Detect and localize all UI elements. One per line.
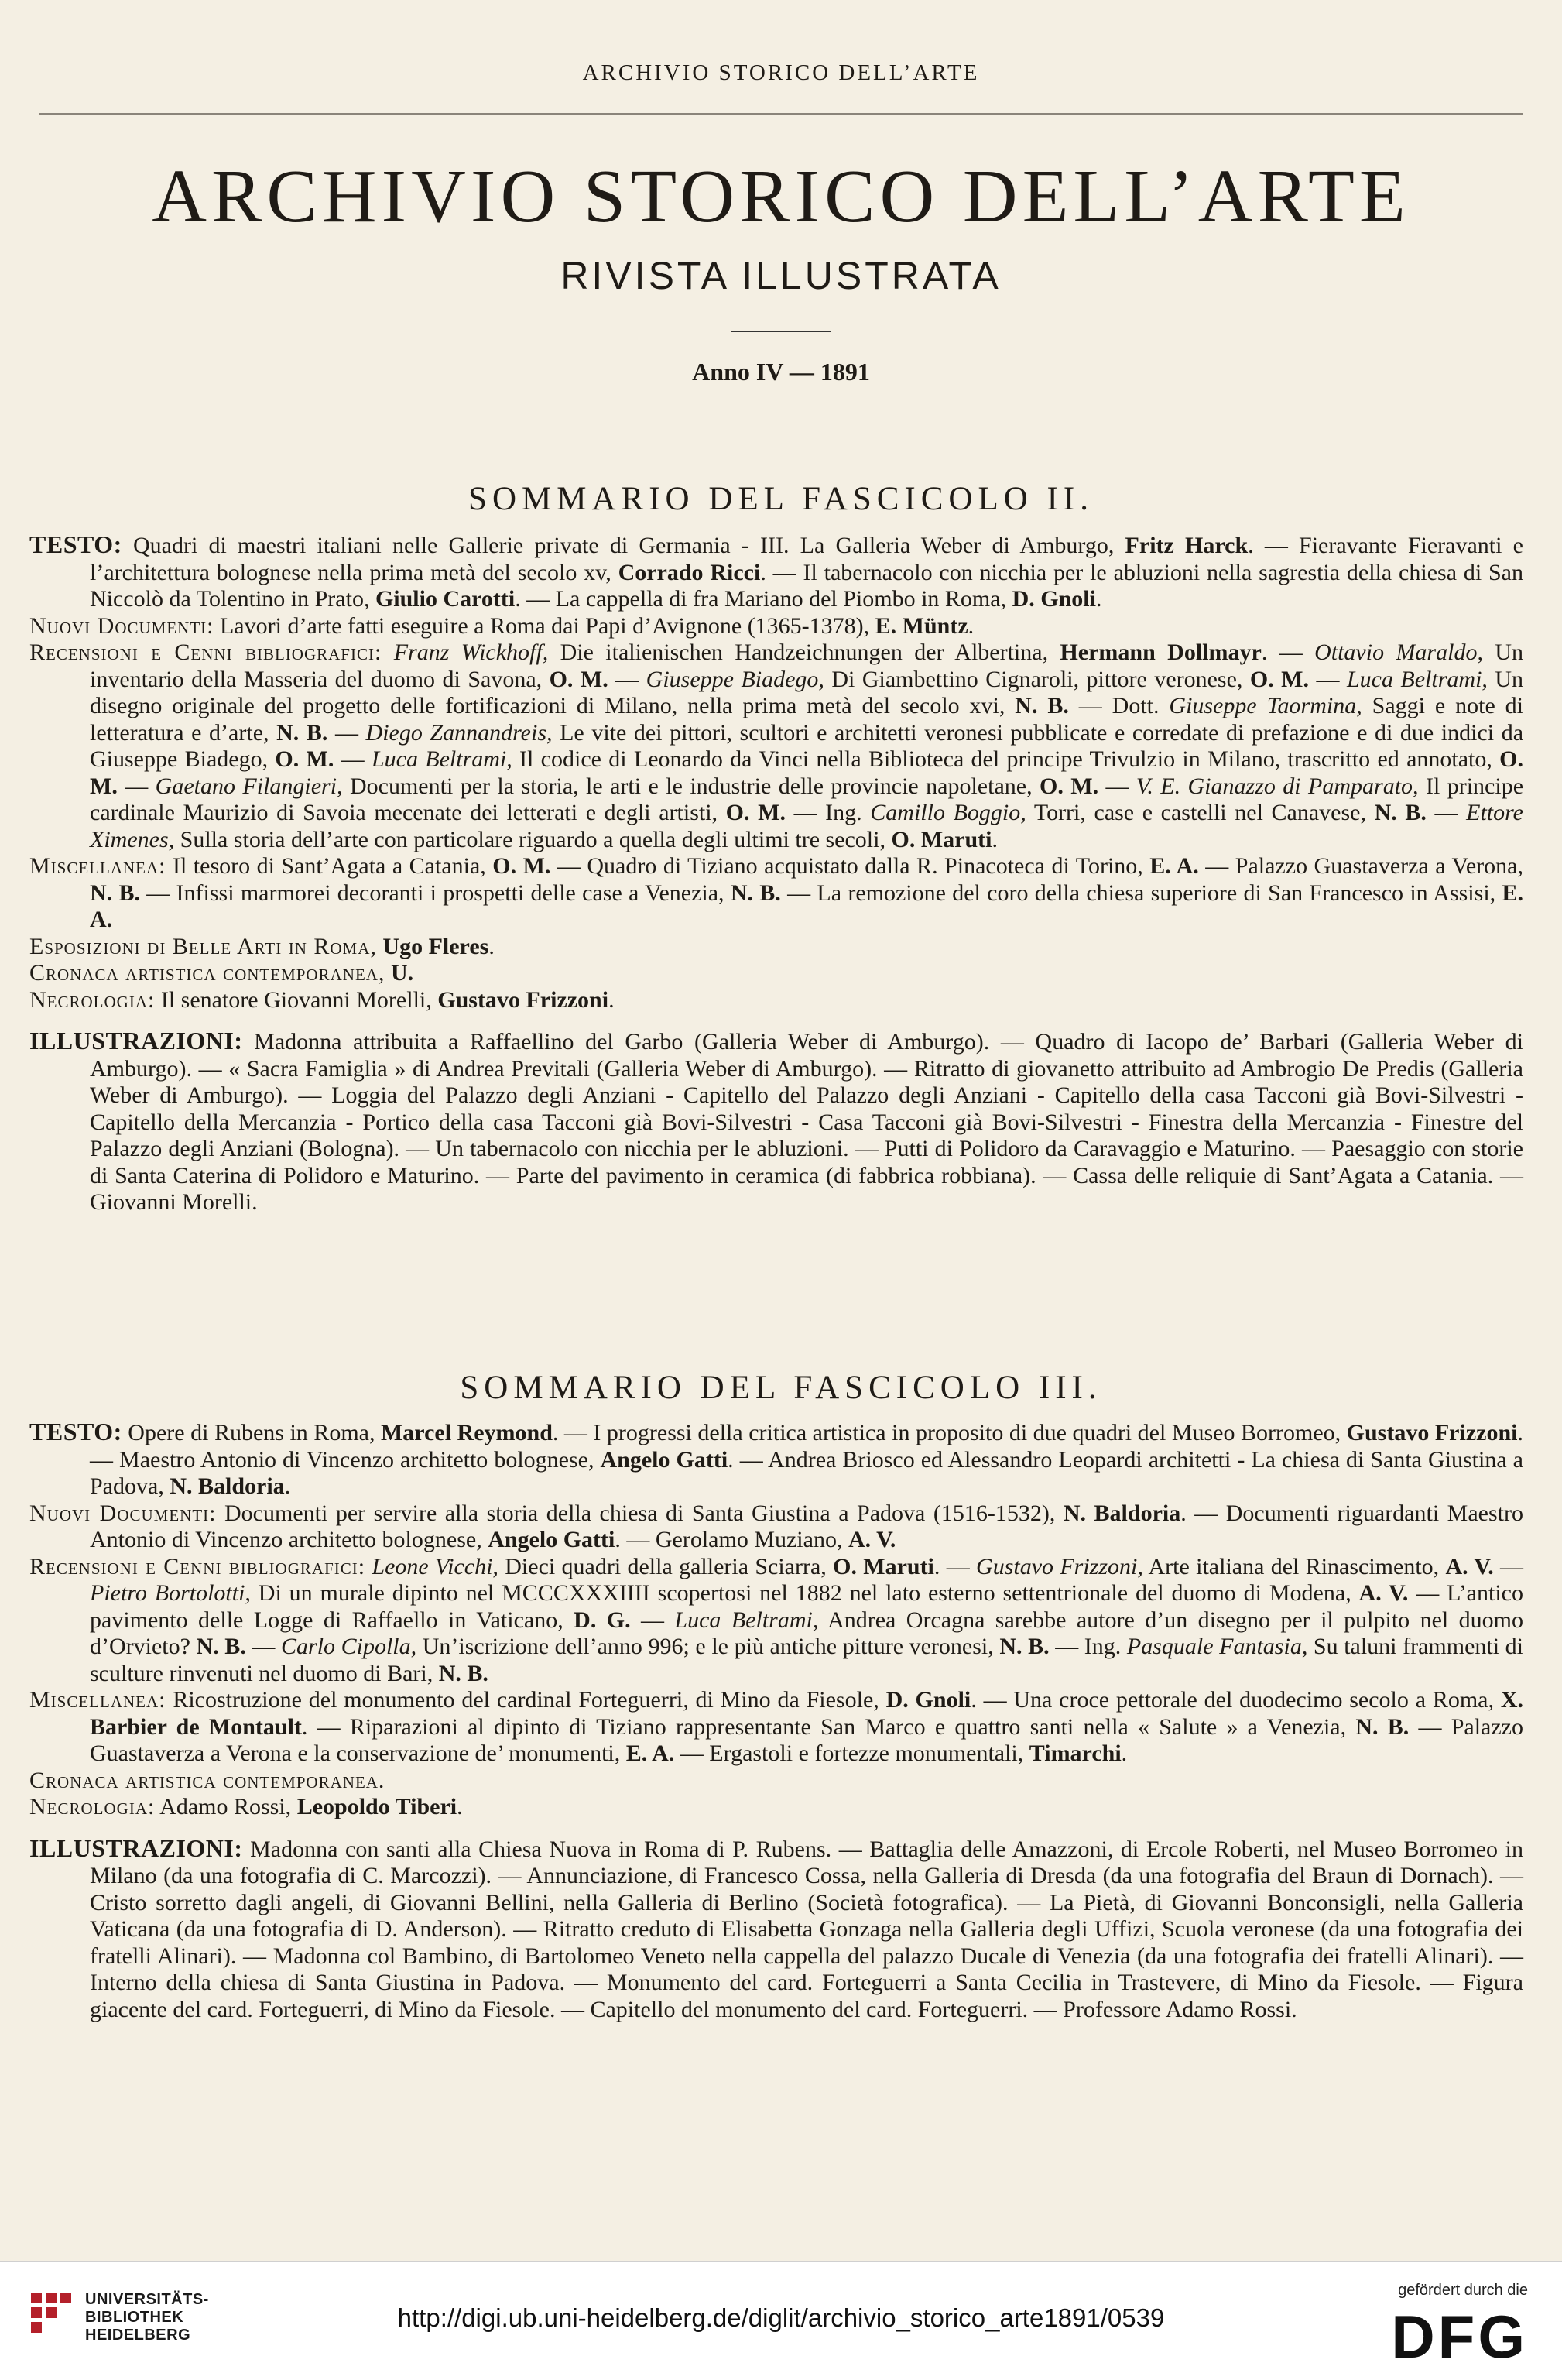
entry-heading: Miscellanea: xyxy=(29,1687,166,1713)
dfg-logo: DFG xyxy=(1391,2303,1528,2371)
library-name-line: UNIVERSITÄTS- xyxy=(85,2291,209,2308)
contents-entry xyxy=(29,1794,1523,1821)
title-divider xyxy=(731,331,831,332)
reviewed-author: Leone Vicchi, xyxy=(365,1553,498,1579)
author-name: O. M. xyxy=(492,853,551,879)
author-name: O. M. xyxy=(1249,666,1310,692)
author-name: Ugo Fleres xyxy=(382,933,489,959)
entry-text: . xyxy=(457,1794,463,1819)
reviewed-author: Franz Wickhoff, xyxy=(382,640,549,665)
author-name: O. M. xyxy=(1040,773,1099,799)
author-name: E. A. xyxy=(625,1740,675,1766)
entry-text: . xyxy=(992,826,998,852)
entry-text: . — Riparazioni al dipinto di Tiziano rappresentante San Marco e quattro santi nella « Salute » a Venezia, xyxy=(301,1713,1356,1740)
entry-text: Adamo Rossi, xyxy=(155,1794,297,1819)
reviewed-author: Giuseppe Biadego, xyxy=(646,666,824,692)
running-head: ARCHIVIO STORICO DELL’ARTE xyxy=(582,60,980,85)
reviewed-author: Ottavio Maraldo, xyxy=(1314,640,1483,665)
author-name: N. B. xyxy=(438,1660,488,1686)
author-name: N. B. xyxy=(730,880,781,906)
entry-text: — xyxy=(1426,800,1467,825)
author-name: N. B. xyxy=(1015,693,1069,718)
entry-text: . — Maestro Antonio di Vincenzo architetto bolognese, xyxy=(90,1420,1523,1473)
contents-entry xyxy=(29,531,1523,613)
entry-text: — xyxy=(1309,666,1347,692)
entry-heading: ILLUSTRAZIONI: xyxy=(29,1833,243,1862)
author-name: Leopoldo Tiberi xyxy=(296,1794,457,1819)
entry-text: Madonna attribuita a Raffaellino del Garbo (Galleria Weber di Amburgo). — Quadro di Iacopo de’ Barbari (Galleria Weber di Amburgo). — « Sacra Famiglia » di Andrea Previtali (Galleria Weber di Amburgo). — Ritratto di giovanetto attribuito ad Ambrogio De Predis (Galleria Weber di Amburgo). — Loggia del Palazzo degli Anziani - Capitello del Palazzo degli Anziani - Capitello della casa Tacconi già Bovi-Silvestri - Capitello della Mercanzia - Portico della casa Tacconi già Bovi-Silvestri - Casa Tacconi già Bovi-Silvestri - Finestra della Mercanzia - Finestre del Palazzo degli Anziani (Bologna). — Un tabernacolo con nicchia per le abluzioni. — Putti di Polidoro da Caravaggio e Maturino. — Paesaggio con storie di Santa Caterina di Polidoro e Maturino. — Parte del pavimento in ceramica (di fabbrica robbiana). — Cassa delle reliquie di Sant’Agata a Catania. — Giovanni Morelli. xyxy=(90,1029,1523,1215)
entry-text: — Ergastoli e fortezze monumentali, xyxy=(674,1740,1029,1766)
contents-entry xyxy=(29,987,1523,1014)
reviewed-author: Camillo Boggio, xyxy=(870,800,1026,825)
entry-text: . — Una croce pettorale del duodecimo secolo a Roma, xyxy=(971,1687,1501,1713)
entry-text: — xyxy=(327,719,366,746)
author-name: E. A. xyxy=(1149,853,1199,879)
author-name: Hermann Dollmayr xyxy=(1060,640,1262,665)
entry-text: — xyxy=(245,1634,282,1659)
entry-text: . xyxy=(1121,1740,1128,1766)
author-name: Giulio Carotti xyxy=(375,586,516,612)
contents-entry xyxy=(29,853,1523,934)
reviewed-author: Pasquale Fantasia, xyxy=(1126,1634,1308,1659)
entry-text: Documenti per la storia, le arti e le industrie delle provincie napoletane, xyxy=(342,773,1040,799)
entry-text: Quadri di maestri italiani nelle Gallerie private di Germania - III. La Galleria Weber di Amburgo, xyxy=(122,533,1125,558)
author-name: N. B. xyxy=(90,880,140,906)
entry-text: . — xyxy=(933,1553,977,1579)
entry-text: Di un murale dipinto nel MCCCXXXIIII scopertosi nel 1882 nel lato esterno settentrionale del duomo di Modena, xyxy=(250,1580,1359,1606)
entry-text: — Palazzo Guastaverza a Verona, xyxy=(1198,853,1523,879)
entry-heading: Nuovi Documenti: xyxy=(29,1500,217,1526)
entry-text: — Dott. xyxy=(1068,693,1170,718)
author-name: A. V. xyxy=(848,1527,896,1552)
author-name: Gustavo Frizzoni xyxy=(1346,1420,1518,1445)
author-name: U. xyxy=(390,960,414,986)
contents-entry xyxy=(29,960,1523,987)
entry-text: Die italienischen Handzeichnungen der Albertina, xyxy=(548,640,1060,665)
contents-entry xyxy=(29,1418,1523,1500)
author-name: D. G. xyxy=(574,1607,631,1633)
reviewed-author: Gaetano Filangieri, xyxy=(155,773,343,799)
entry-text: Documenti per servire alla storia della chiesa di Santa Giustina a Padova (1516-1532), xyxy=(216,1500,1064,1526)
entry-text: Andrea Orcagna sarebbe autore d’un disegno per il pulpito nel duomo d’Orvieto? xyxy=(90,1607,1523,1659)
entry-text: . xyxy=(1095,586,1102,612)
entry-heading: TESTO: xyxy=(29,1418,122,1445)
entry-text: . — La cappella di fra Mariano del Piombo in Roma, xyxy=(515,586,1012,612)
entry-text: Il codice di Leonardo da Vinci nella Biblioteca del principe Trivulzio in Milano, trascritto ed annotato, xyxy=(512,746,1500,772)
reviewed-author: Ettore Ximenes, xyxy=(90,800,1523,852)
author-name: O. Maruti xyxy=(891,826,992,852)
entry-text: . — Il tabernacolo con nicchia per le abluzioni nella sagrestia della chiesa di San Niccolò da Tolentino in Prato, xyxy=(90,559,1523,612)
entry-heading: Cronaca artistica contemporanea. xyxy=(29,1767,385,1793)
author-name: O. M. xyxy=(90,746,1524,799)
entry-text: — xyxy=(117,773,156,799)
entry-text xyxy=(385,960,391,986)
entry-text: Di Giambettino Cignaroli, pittore veronese, xyxy=(824,666,1250,692)
contents-entry xyxy=(29,1500,1523,1554)
entry-text: Il principe cardinale Maurizio di Savoia mecenate dei letterati e degli artisti, xyxy=(90,773,1524,825)
entry-heading: Necrologia: xyxy=(29,1794,156,1819)
library-name-line: HEIDELBERG xyxy=(85,2327,191,2344)
entry-text: . xyxy=(488,933,495,959)
author-name: Timarchi xyxy=(1029,1740,1122,1766)
contents-entry xyxy=(29,1554,1523,1688)
entry-text: Le vite dei pittori, scultori e architetti veronesi pubblicate e corredate di prefazione e di due indici da Giuseppe Biadego, xyxy=(90,719,1524,772)
author-name: D. Gnoli xyxy=(885,1687,971,1713)
author-name: N. B. xyxy=(276,719,328,746)
entry-text: . — Andrea Briosco ed Alessandro Leopardi architetti - La chiesa di Santa Giustina a Padova, xyxy=(90,1446,1523,1499)
author-name: Corrado Ricci xyxy=(618,559,761,585)
entry-text: . xyxy=(608,986,615,1013)
author-name: Marcel Reymond xyxy=(380,1420,553,1445)
section-title-fascicolo-3: SOMMARIO DEL FASCICOLO III. xyxy=(460,1370,1102,1406)
reviewed-author: Diego Zannandreis, xyxy=(365,719,553,746)
entry-heading: TESTO: xyxy=(29,530,122,558)
entry-text: Sulla storia dell’arte con particolare riguardo a quella degli ultimi tre secoli, xyxy=(174,826,892,852)
author-name: O. Maruti xyxy=(833,1553,934,1579)
reviewed-author: Luca Beltrami, xyxy=(674,1607,819,1633)
entry-heading: Cronaca artistica contemporanea, xyxy=(29,960,385,986)
entry-text: . xyxy=(284,1473,291,1499)
entry-text: — Palazzo Guastaverza a Verona e la conservazione de’ monumenti, xyxy=(90,1713,1523,1766)
reviewed-author: Luca Beltrami, xyxy=(1346,666,1488,692)
entry-text: Su taluni frammenti di sculture rinvenuti nel duomo di Bari, xyxy=(90,1634,1523,1686)
entry-text: Lavori d’arte fatti eseguire a Roma dai Papi d’Avignone (1365-1378), xyxy=(214,612,875,639)
entry-text: . — I progressi della critica artistica in proposito di due quadri del Museo Borromeo, xyxy=(552,1420,1347,1445)
entry-text: Arte italiana del Rinascimento, xyxy=(1142,1553,1446,1579)
reviewed-author: Pietro Bortolotti, xyxy=(90,1580,251,1606)
permalink-url[interactable]: http://digi.ub.uni-heidelberg.de/diglit/archivio_storico_arte1891/0539 xyxy=(397,2303,1165,2332)
entry-text: Un’iscrizione dell’anno 996; e le più antiche pitture veronesi, xyxy=(416,1634,1000,1659)
entry-heading: Esposizioni di Belle Arti in Roma, xyxy=(29,933,377,959)
entry-text: — xyxy=(608,666,646,692)
entry-text: . — xyxy=(1261,640,1315,665)
reviewed-author: Luca Beltrami, xyxy=(371,746,512,772)
author-name: O. M. xyxy=(725,800,786,825)
author-name: O. M. xyxy=(275,746,334,772)
reviewed-author: Carlo Cipolla, xyxy=(281,1634,417,1659)
entry-text: Saggi e note di letteratura e d’arte, xyxy=(90,693,1523,746)
entry-heading: Necrologia: xyxy=(29,986,156,1013)
entry-text: Un inventario della Masseria del duomo di Savona, xyxy=(90,640,1523,692)
library-name-line: BIBLIOTHEK xyxy=(85,2309,184,2326)
contents-fascicolo-2 xyxy=(29,531,1523,1216)
entry-text: — xyxy=(630,1607,675,1633)
journal-subtitle: RIVISTA ILLUSTRATA xyxy=(560,254,1002,297)
contents-entry xyxy=(29,1835,1523,2024)
contents-entry xyxy=(29,640,1523,853)
author-name: N. Baldoria xyxy=(170,1473,285,1499)
entry-text: — xyxy=(334,746,372,772)
author-name: D. Gnoli xyxy=(1012,586,1096,612)
author-name: Angelo Gatti xyxy=(488,1527,615,1552)
volume-year: Anno IV — 1891 xyxy=(692,358,870,386)
author-name: A. V. xyxy=(1445,1553,1494,1579)
entry-text: . — Fieravante Fieravanti e l’architettura bolognese nella prima metà del secolo xv, xyxy=(90,533,1523,585)
author-name: N. B. xyxy=(196,1634,246,1659)
author-name: X. Barbier de Montault xyxy=(90,1687,1523,1740)
entry-text: Un disegno originale del progetto delle fortificazioni di Milano, nella prima metà del secolo xvi, xyxy=(90,666,1524,718)
contents-entry xyxy=(29,1027,1523,1216)
contents-fascicolo-3 xyxy=(29,1418,1523,2023)
reviewed-author: V. E. Gianazzo di Pamparato, xyxy=(1136,773,1419,799)
entry-text: Opere di Rubens in Roma, xyxy=(122,1420,381,1445)
entry-text: — xyxy=(1493,1553,1524,1579)
entry-heading: Nuovi Documenti: xyxy=(29,612,214,639)
funding-note: gefördert durch die xyxy=(1398,2282,1528,2299)
entry-text: . — Gerolamo Muziano, xyxy=(615,1527,848,1552)
contents-entry xyxy=(29,934,1523,961)
author-name: N. Baldoria xyxy=(1063,1500,1181,1526)
entry-heading: ILLUSTRAZIONI: xyxy=(29,1027,243,1055)
entry-text: — L’antico pavimento delle Logge di Raffaello in Vaticano, xyxy=(90,1580,1523,1633)
entry-text: Torri, case e castelli nel Canavese, xyxy=(1026,800,1375,825)
author-name: A. V. xyxy=(1358,1580,1409,1606)
entry-heading: Recensioni e Cenni bibliografici: xyxy=(29,640,382,665)
entry-text: Dieci quadri della galleria Sciarra, xyxy=(498,1553,834,1579)
entry-text: — Infissi marmorei decoranti i prospetti delle case a Venezia, xyxy=(139,880,731,906)
entry-text: — La remozione del coro della chiesa superiore di San Francesco in Assisi, xyxy=(780,880,1502,906)
entry-text: — Quadro di Tiziano acquistato dalla R. Pinacoteca di Torino, xyxy=(550,853,1150,879)
header-rule xyxy=(39,113,1523,115)
author-name: E. A. xyxy=(90,880,1523,932)
entry-text: Ricostruzione del monumento del cardinal Forteguerri, di Mino da Fiesole, xyxy=(166,1687,886,1713)
section-title-fascicolo-2: SOMMARIO DEL FASCICOLO II. xyxy=(468,481,1094,517)
entry-text: . xyxy=(968,612,975,639)
reviewed-author: Giuseppe Taormina, xyxy=(1169,693,1362,718)
contents-entry xyxy=(29,1768,1523,1795)
entry-text: . — Documenti riguardanti Maestro Antonio di Vincenzo architetto bolognese, xyxy=(90,1500,1523,1552)
entry-text: Il senatore Giovanni Morelli, xyxy=(155,986,438,1013)
entry-text: Madonna con santi alla Chiesa Nuova in Roma di P. Rubens. — Battaglia delle Amazzoni, di Ercole Roberti, nel Museo Borromeo in Milano (da una fotografia di C. Marcozzi). — Annunciazione, di Francesco Cossa, nella Galleria di Dresda (da una fotografia del Braun di Dornach). — Cristo sorretto dagli angeli, di Giovanni Bellini, nella Galleria di Berlino (Società fotografica). — La Pietà, di Giovanni Bonconsigli, nella Galleria Vaticana (da una fotografia di D. Anderson). — Ritratto creduto di Elisabetta Gonzaga nella Galleria degli Uffizi, Scuola veronese (da una fotografia dei fratelli Alinari). — Madonna col Bambino, di Bartolomeo Veneto nella cappella del palazzo Ducale di Venezia (da una fotografia dei fratelli Alinari). — Interno della chiesa di Santa Giustina in Padova. — Monumento del card. Forteguerri a Santa Cecilia in Trastevere, di Mino da Fiesole. — Figura giacente del card. Forteguerri, di Mino da Fiesole. — Capitello del monumento del card. Forteguerri. — Professore Adamo Rossi. xyxy=(90,1836,1523,2022)
contents-entry xyxy=(29,1687,1523,1768)
entry-text: — Ing. xyxy=(785,800,871,825)
author-name: Gustavo Frizzoni xyxy=(437,986,609,1013)
author-name: Fritz Harck xyxy=(1125,533,1249,558)
reviewed-author: Gustavo Frizzoni, xyxy=(976,1553,1143,1579)
entry-text: — Ing. xyxy=(1049,1634,1127,1659)
author-name: Angelo Gatti xyxy=(600,1446,728,1473)
entry-heading: Miscellanea: xyxy=(29,853,166,879)
author-name: N. B. xyxy=(999,1634,1050,1659)
entry-text: — xyxy=(1098,773,1136,799)
author-name: O. M. xyxy=(549,666,608,692)
author-name: N. B. xyxy=(1374,800,1427,825)
entry-heading: Recensioni e Cenni bibliografici: xyxy=(29,1553,366,1579)
author-name: E. Müntz xyxy=(875,612,968,639)
journal-title: ARCHIVIO STORICO DELL’ARTE xyxy=(152,155,1410,238)
entry-text: Il tesoro di Sant’Agata a Catania, xyxy=(166,853,493,879)
author-name: N. B. xyxy=(1355,1713,1410,1740)
contents-entry xyxy=(29,613,1523,640)
digitization-footer xyxy=(0,2261,1562,2380)
